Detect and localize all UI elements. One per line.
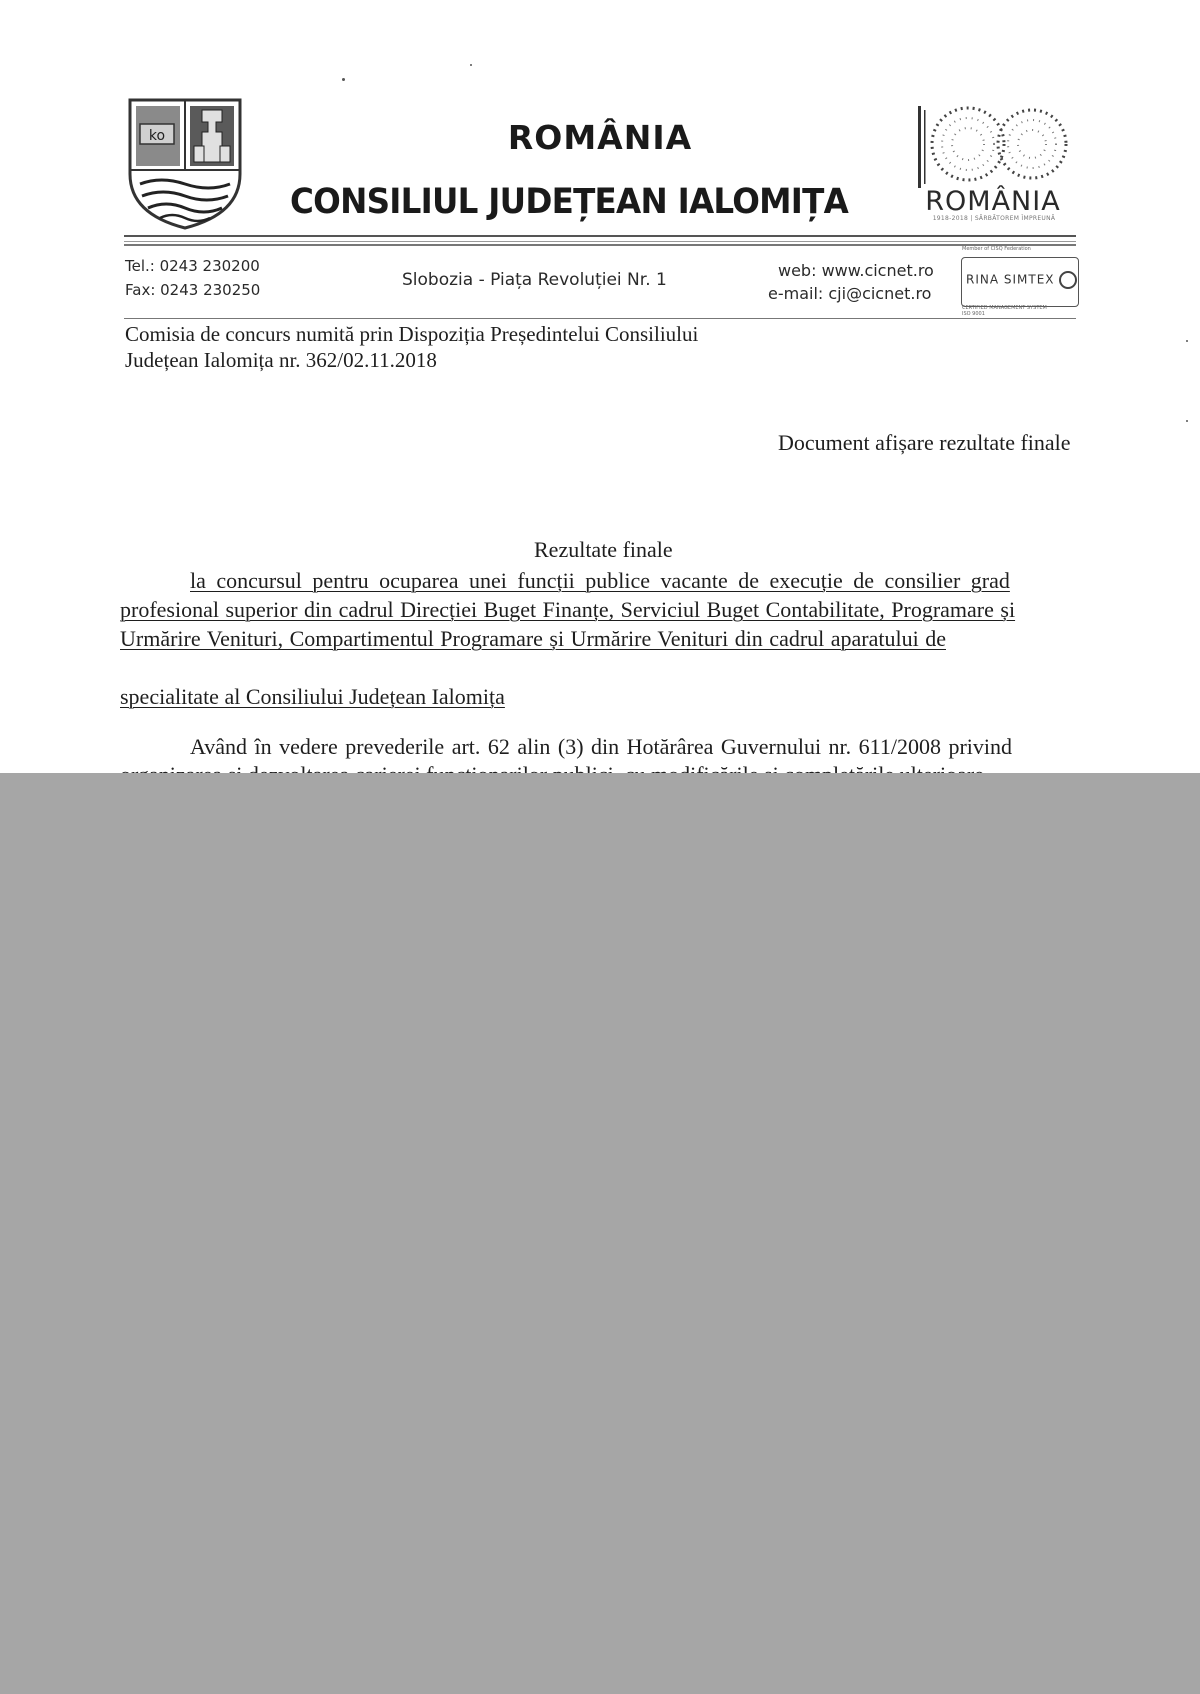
- header-title-romania: ROMÂNIA: [507, 118, 693, 157]
- ialomita-coat-of-arms-icon: [126, 96, 244, 232]
- subject-line: specialitate al Consiliului Județean Ialomița: [120, 684, 505, 709]
- header-divider-thin: [124, 241, 1076, 242]
- scan-speck: [342, 78, 345, 81]
- commission-line-1: Comisia de concurs numită prin Dispoziția Președintelui Consiliului: [125, 322, 699, 346]
- subject-line: Urmărire Venituri, Compartimentul Programare și Urmărire Venituri din cadrul aparatului de: [120, 626, 946, 651]
- scan-speck: [1186, 420, 1188, 422]
- contact-web: web: www.cicnet.ro: [778, 261, 934, 280]
- contact-tel: Tel.: 0243 230200: [125, 257, 260, 275]
- certification-seal-icon: [1059, 271, 1077, 289]
- contact-divider: [124, 318, 1076, 319]
- contact-email: e-mail: cji@cicnet.ro: [768, 284, 932, 303]
- subject-line: profesional superior din cadrul Direcției Buget Finanțe, Serviciul Buget Contabilitate, Programare și: [120, 597, 1016, 622]
- header-divider: [124, 235, 1076, 237]
- commission-line-2: Județean Ialomița nr. 362/02.11.2018: [125, 348, 437, 372]
- centenary-logo-label: ROMÂNIA: [925, 186, 1061, 217]
- svg-text:ko: ko: [148, 128, 166, 144]
- scan-speck: [470, 64, 472, 66]
- certification-bottom-text: CERTIFIED MANAGEMENT SYSTEM ISO 9001: [962, 305, 1047, 317]
- contact-address: Slobozia - Piața Revoluției Nr. 1: [402, 270, 667, 290]
- centenary-logo-subtitle: 1918-2018 | SĂRBĂTOREM ÎMPREUNĂ: [932, 215, 1056, 222]
- results-title: Rezultate finale: [534, 537, 673, 562]
- header-title-council: CONSILIUL JUDEȚEAN IALOMIȚA: [290, 182, 849, 222]
- certification-top-text: Member of CISQ Federation: [962, 246, 1031, 252]
- subject-line: la concursul pentru ocuparea unei funcții publice vacante de execuție de consilier grad: [190, 568, 1010, 593]
- scan-speck: [1186, 340, 1188, 342]
- document-label: Document afișare rezultate finale: [778, 430, 1071, 455]
- paragraph-line-1: Având în vedere prevederile art. 62 alin (3) din Hotărârea Guvernului nr. 611/2008 privind: [190, 734, 1013, 759]
- header-divider-bottom: [124, 244, 1076, 246]
- certification-label: RINA SIMTEX: [966, 271, 1077, 289]
- contact-fax: Fax: 0243 230250: [125, 281, 261, 299]
- redacted-gray-area: [0, 773, 1200, 1694]
